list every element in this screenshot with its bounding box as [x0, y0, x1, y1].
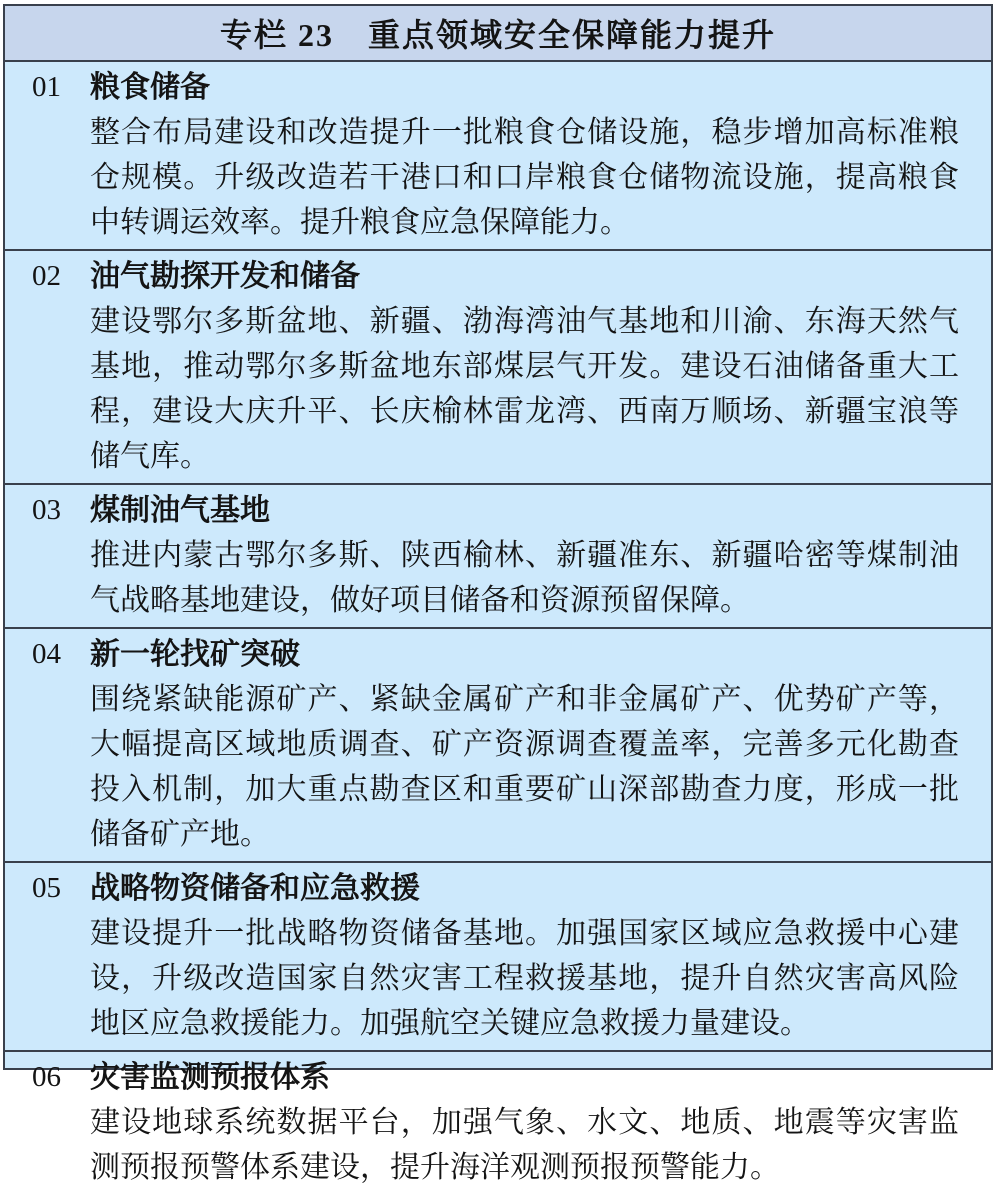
section-content [90, 254, 959, 479]
section-body: 推进内蒙古鄂尔多斯、陕西榆林、新疆准东、新疆哈密等煤制油气战略基地建设，做好项目储备和资源预留保障。 [90, 539, 959, 617]
section-body: 建设提升一批战略物资储备基地。加强国家区域应急救援中心建设，升级改造国家自然灾害工程救援基地，提升自然灾害高风险地区应急救援能力。加强航空关键应急救援力量建设。 [90, 917, 959, 1040]
section-heading: 新一轮找矿突破 [90, 638, 300, 671]
section-body: 建设地球系统数据平台，加强气象、水文、地质、地震等灾害监测预报预警体系建设，提升海洋观测预报预警能力。 [90, 1106, 959, 1184]
section-number: 05 [32, 872, 61, 904]
section-heading: 战略物资储备和应急救援 [90, 872, 420, 905]
section-heading: 煤制油气基地 [90, 494, 270, 527]
section-number: 04 [32, 638, 61, 670]
section-content [90, 632, 959, 857]
section-list [5, 62, 991, 1194]
section-number: 06 [32, 1061, 61, 1093]
section-content [90, 1055, 959, 1190]
section-heading: 粮食储备 [90, 71, 210, 104]
section-body: 建设鄂尔多斯盆地、新疆、渤海湾油气基地和川渝、东海天然气基地，推动鄂尔多斯盆地东部煤层气开发。建设石油储备重大工程，建设大庆升平、长庆榆林雷龙湾、西南万顺场、新疆宝浪等储气库。 [90, 305, 959, 473]
section-number: 02 [32, 260, 61, 292]
section-row-02 [5, 249, 991, 483]
section-content [90, 65, 959, 245]
section-content [90, 866, 959, 1046]
section-body: 整合布局建设和改造提升一批粮食仓储设施，稳步增加高标准粮仓规模。升级改造若干港口和口岸粮食仓储物流设施，提高粮食中转调运效率。提升粮食应急保障能力。 [90, 116, 959, 239]
section-row-04 [5, 627, 991, 861]
section-row-05 [5, 861, 991, 1050]
section-content [90, 488, 959, 623]
section-row-06 [5, 1050, 991, 1194]
section-row-03 [5, 483, 991, 627]
section-body: 围绕紧缺能源矿产、紧缺金属矿产和非金属矿产、优势矿产等，大幅提高区域地质调查、矿产资源调查覆盖率，完善多元化勘查投入机制，加大重点勘查区和重要矿山深部勘查力度，形成一批储备矿产地。 [90, 683, 959, 851]
section-number: 03 [32, 494, 61, 526]
column-box-title: 专栏 23 重点领域安全保障能力提升 [5, 6, 991, 62]
section-number: 01 [32, 71, 61, 103]
section-heading: 油气勘探开发和储备 [90, 260, 360, 293]
section-row-01 [5, 62, 991, 249]
column-box-panel [3, 4, 993, 1184]
section-heading: 灾害监测预报体系 [90, 1061, 330, 1094]
